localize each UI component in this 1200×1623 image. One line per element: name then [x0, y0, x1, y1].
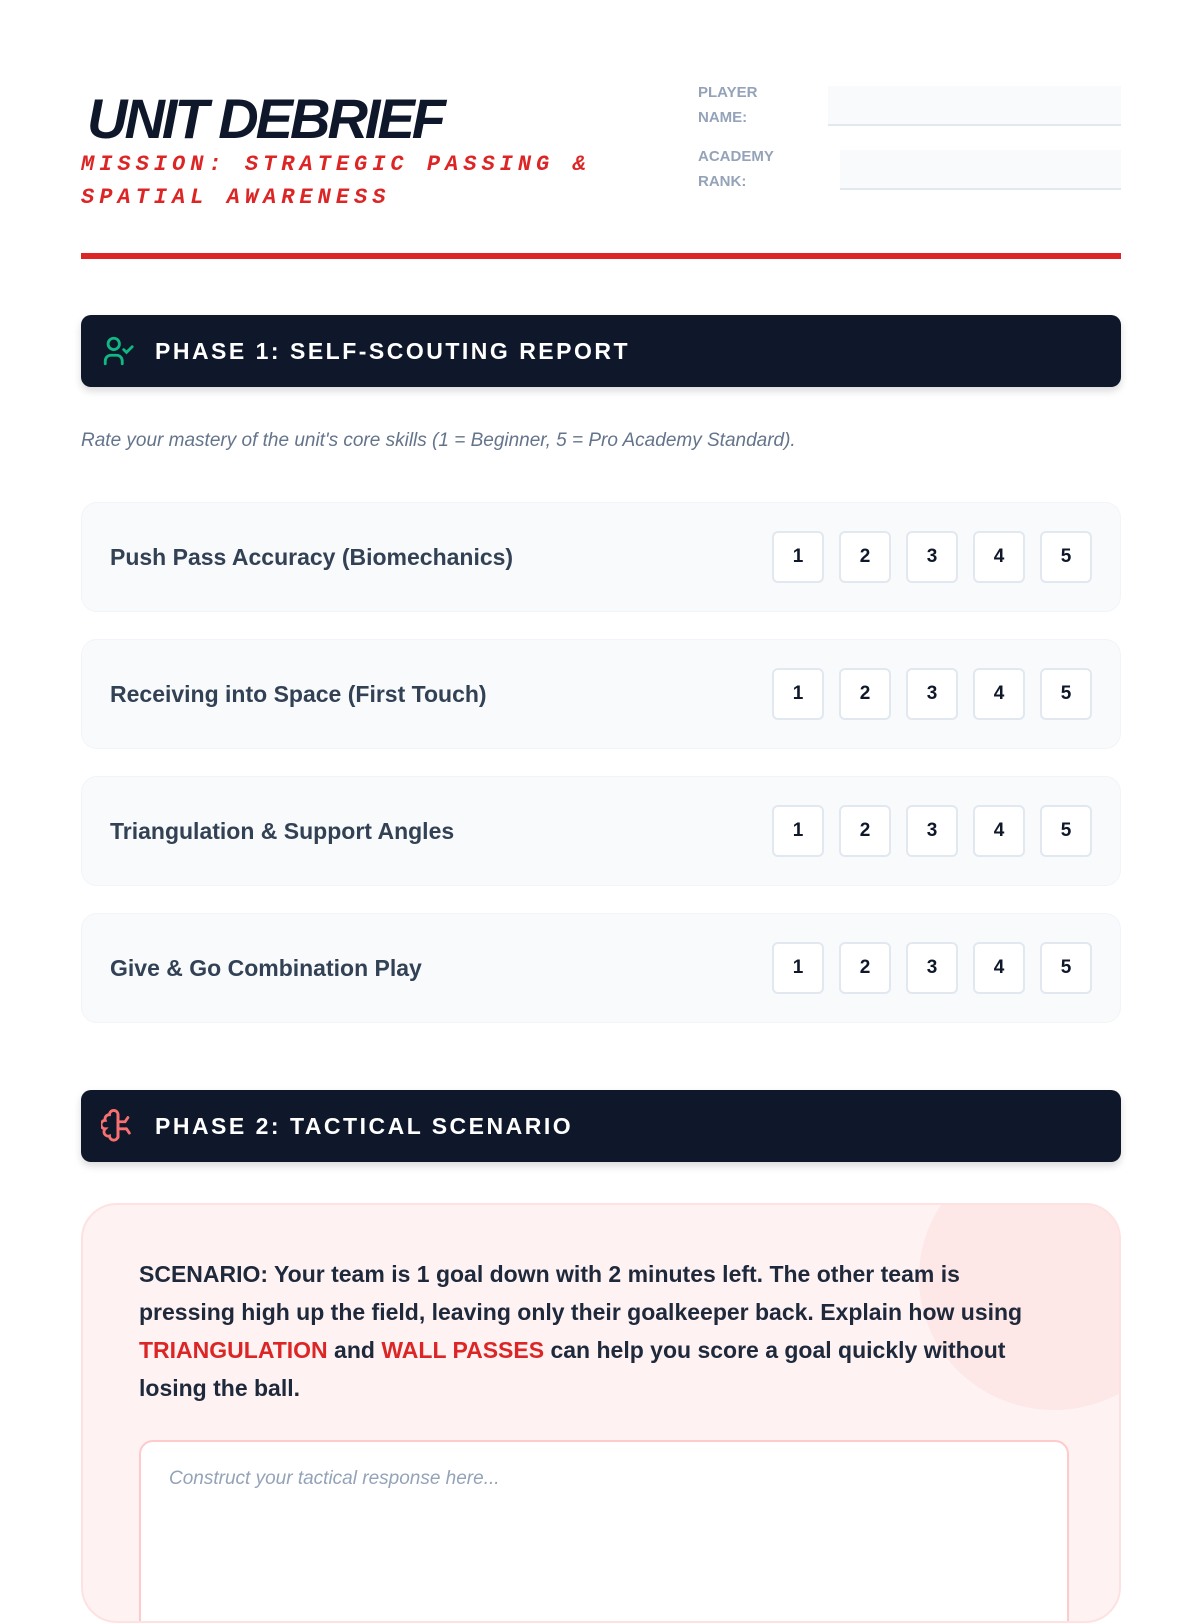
- rating-button-5[interactable]: 5: [1040, 942, 1092, 994]
- scenario-part: and: [327, 1337, 382, 1363]
- scenario-part: can help you score a goal quickly without losing the ball.: [139, 1337, 1006, 1401]
- skill-row: [81, 913, 1121, 1023]
- player-name-label: PLAYER NAME:: [698, 84, 758, 126]
- phase2-title: PHASE 2: TACTICAL SCENARIO: [155, 1112, 574, 1139]
- player-name-field: [698, 80, 1121, 144]
- divider: [81, 253, 1121, 259]
- skill-label: Give & Go Combination Play: [110, 954, 422, 981]
- rating-button-2[interactable]: 2: [839, 531, 891, 583]
- highlight-triangulation: TRIANGULATION: [139, 1337, 328, 1363]
- rating-button-5[interactable]: 5: [1040, 805, 1092, 857]
- rating-button-4[interactable]: 4: [973, 805, 1025, 857]
- rating-button-1[interactable]: 1: [772, 805, 824, 857]
- scenario-card: [81, 1203, 1121, 1623]
- rating-button-4[interactable]: 4: [973, 531, 1025, 583]
- rating-button-3[interactable]: 3: [906, 805, 958, 857]
- mission-subtitle: MISSION: STRATEGIC PASSING & SPATIAL AWARENESS: [81, 152, 591, 210]
- scenario-text: [139, 1255, 1059, 1407]
- phase1-instructions: Rate your mastery of the unit's core skills (1 = Beginner, 5 = Pro Academy Standard).: [81, 430, 796, 451]
- player-fields: [698, 80, 1121, 208]
- tactical-response-textarea[interactable]: Construct your tactical response here...: [139, 1440, 1069, 1623]
- brain-icon: [101, 1109, 135, 1143]
- skill-row: [81, 639, 1121, 749]
- academy-rank-label: ACADEMY RANK:: [698, 148, 774, 190]
- header: [81, 80, 1121, 260]
- rating-button-1[interactable]: 1: [772, 942, 824, 994]
- skill-label: Push Pass Accuracy (Biomechanics): [110, 543, 514, 570]
- phase2-header: [81, 1090, 1121, 1162]
- rating-button-1[interactable]: 1: [772, 531, 824, 583]
- phase1-title: PHASE 1: SELF-SCOUTING REPORT: [155, 337, 631, 364]
- rating-button-3[interactable]: 3: [906, 668, 958, 720]
- rating-button-2[interactable]: 2: [839, 668, 891, 720]
- rating-button-3[interactable]: 3: [906, 942, 958, 994]
- rating-button-5[interactable]: 5: [1040, 531, 1092, 583]
- scenario-part: SCENARIO: Your team is 1 goal down with 2 minutes left. The other team is pressing high up the field, leaving only their goalkeeper back. Explain how using: [139, 1261, 1023, 1325]
- skill-row: [81, 502, 1121, 612]
- player-name-input[interactable]: [828, 86, 1121, 126]
- rating-button-1[interactable]: 1: [772, 668, 824, 720]
- rating-button-4[interactable]: 4: [973, 942, 1025, 994]
- skill-label: Triangulation & Support Angles: [110, 817, 455, 844]
- skill-label: Receiving into Space (First Touch): [110, 680, 487, 707]
- rating-button-2[interactable]: 2: [839, 942, 891, 994]
- rating-button-3[interactable]: 3: [906, 531, 958, 583]
- page-title: UNIT DEBRIEF: [87, 87, 443, 150]
- academy-rank-field: [698, 144, 1121, 208]
- academy-rank-input[interactable]: [840, 150, 1121, 190]
- highlight-wall-passes: WALL PASSES: [381, 1337, 545, 1363]
- user-check-icon: [101, 334, 135, 368]
- rating-button-2[interactable]: 2: [839, 805, 891, 857]
- rating-button-5[interactable]: 5: [1040, 668, 1092, 720]
- skill-row: [81, 776, 1121, 886]
- phase1-header: [81, 315, 1121, 387]
- rating-button-4[interactable]: 4: [973, 668, 1025, 720]
